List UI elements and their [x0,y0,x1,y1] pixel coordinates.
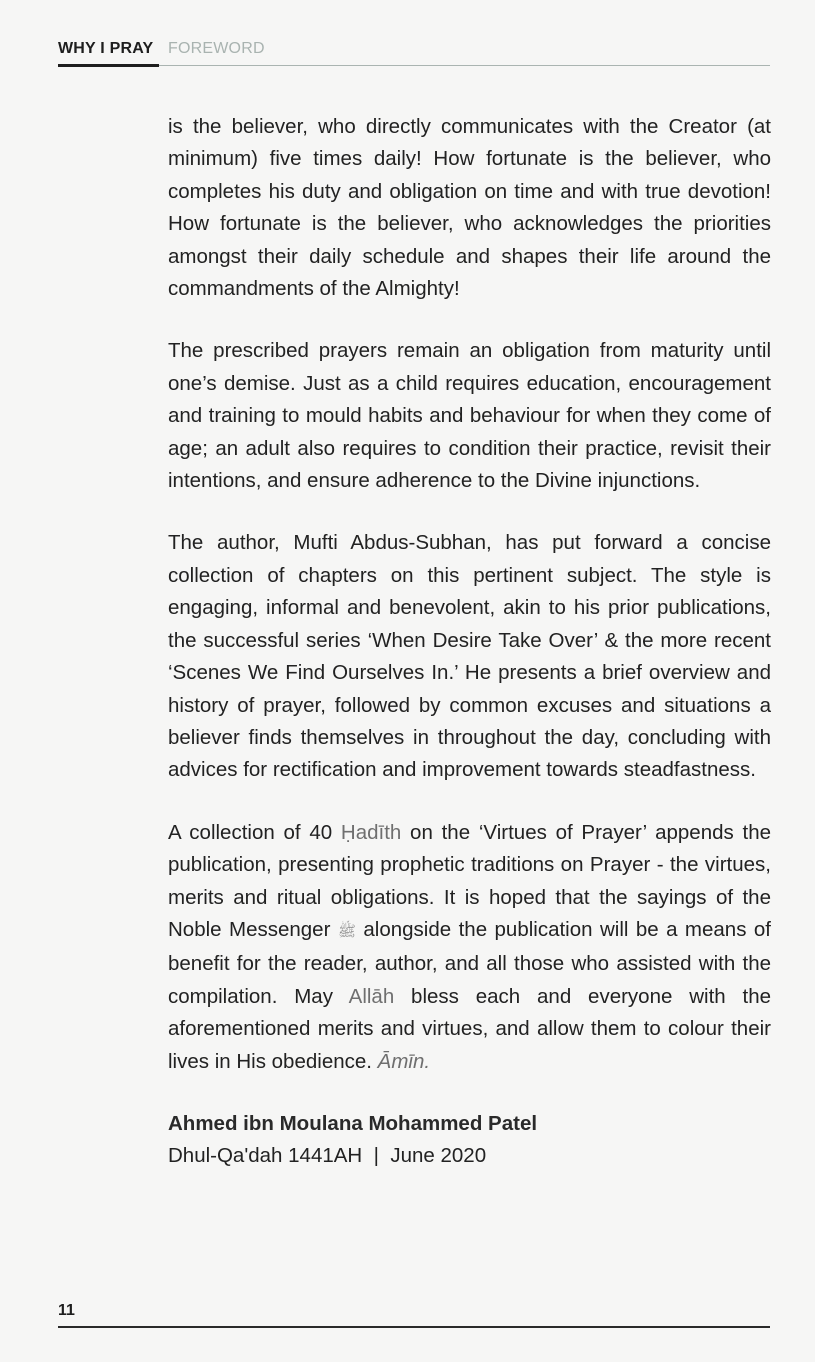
header-rule [58,65,770,66]
section-title: FOREWORD [168,40,265,57]
page-number: 11 [58,1302,75,1319]
signature-name: Ahmed ibn Moulana Mohammed Patel [168,1111,538,1135]
salutation-symbol: ﷺ [337,922,356,940]
hadith-term: Ḥadīth [340,820,402,844]
paragraph-1: is the believer, who directly communicates with the Creator (at minimum) five times daily! How fortunate is the believer, who completes his duty and obligation on time and with true devotion! How fortunate is the believer, who acknowledges the priorities amongst their daily schedule and shapes their life around the commandments of the Almighty! [168,115,771,301]
paragraph-4-text-1: A collection of 40 [168,820,341,844]
paragraph-4-text-2: on the ‘Virtues of Prayer’ appends the publication, presenting prophetic traditions on Prayer - the virtues, merits and ritual obligations. It is hoped that the sayings of the Noble Messenger [168,820,772,941]
amin-term: Āmīn. [377,1049,431,1073]
paragraph-3: The author, Mufti Abdus-Subhan, has put forward a concise collection of chapters on this pertinent subject. The style is engaging, informal and benevolent, akin to his prior publications, the successful series ‘When Desire Take Over’ & the more recent ‘Scenes We Find Ourselves In.’ He presents a brief overview and history of prayer, followed by common excuses and situations a believer finds themselves in throughout the day, concluding with advices for rectification and improvement towards steadfastness. [168,531,771,782]
signature-date: Dhul-Qa'dah 1441AH | June 2020 [168,1143,487,1167]
paragraph-2: The prescribed prayers remain an obligation from maturity until one’s demise. Just as a child requires education, encouragement and training to mould habits and behaviour for when they come of age; an adult also requires to condition their practice, revisit their intentions, and ensure adherence to the Divine injunctions. [168,339,771,493]
paragraph-4-text-3: alongside the publication will be a means of benefit for the reader, author, and all those who assisted with the compilation. May [168,917,771,1008]
signature-block [168,1108,771,1172]
page-footer [58,1300,770,1330]
allah-term: Allāh [348,984,395,1008]
book-title: WHY I PRAY [58,40,154,57]
paragraph-4 [168,817,771,1078]
foreword-body [168,111,771,1172]
running-header [58,40,770,68]
paragraph-4-text-4: bless each and everyone with the aforementioned merits and virtues, and allow them to colour their lives in His obedience. [168,984,771,1073]
header-rule-accent [58,64,159,67]
footer-rule [58,1326,770,1328]
